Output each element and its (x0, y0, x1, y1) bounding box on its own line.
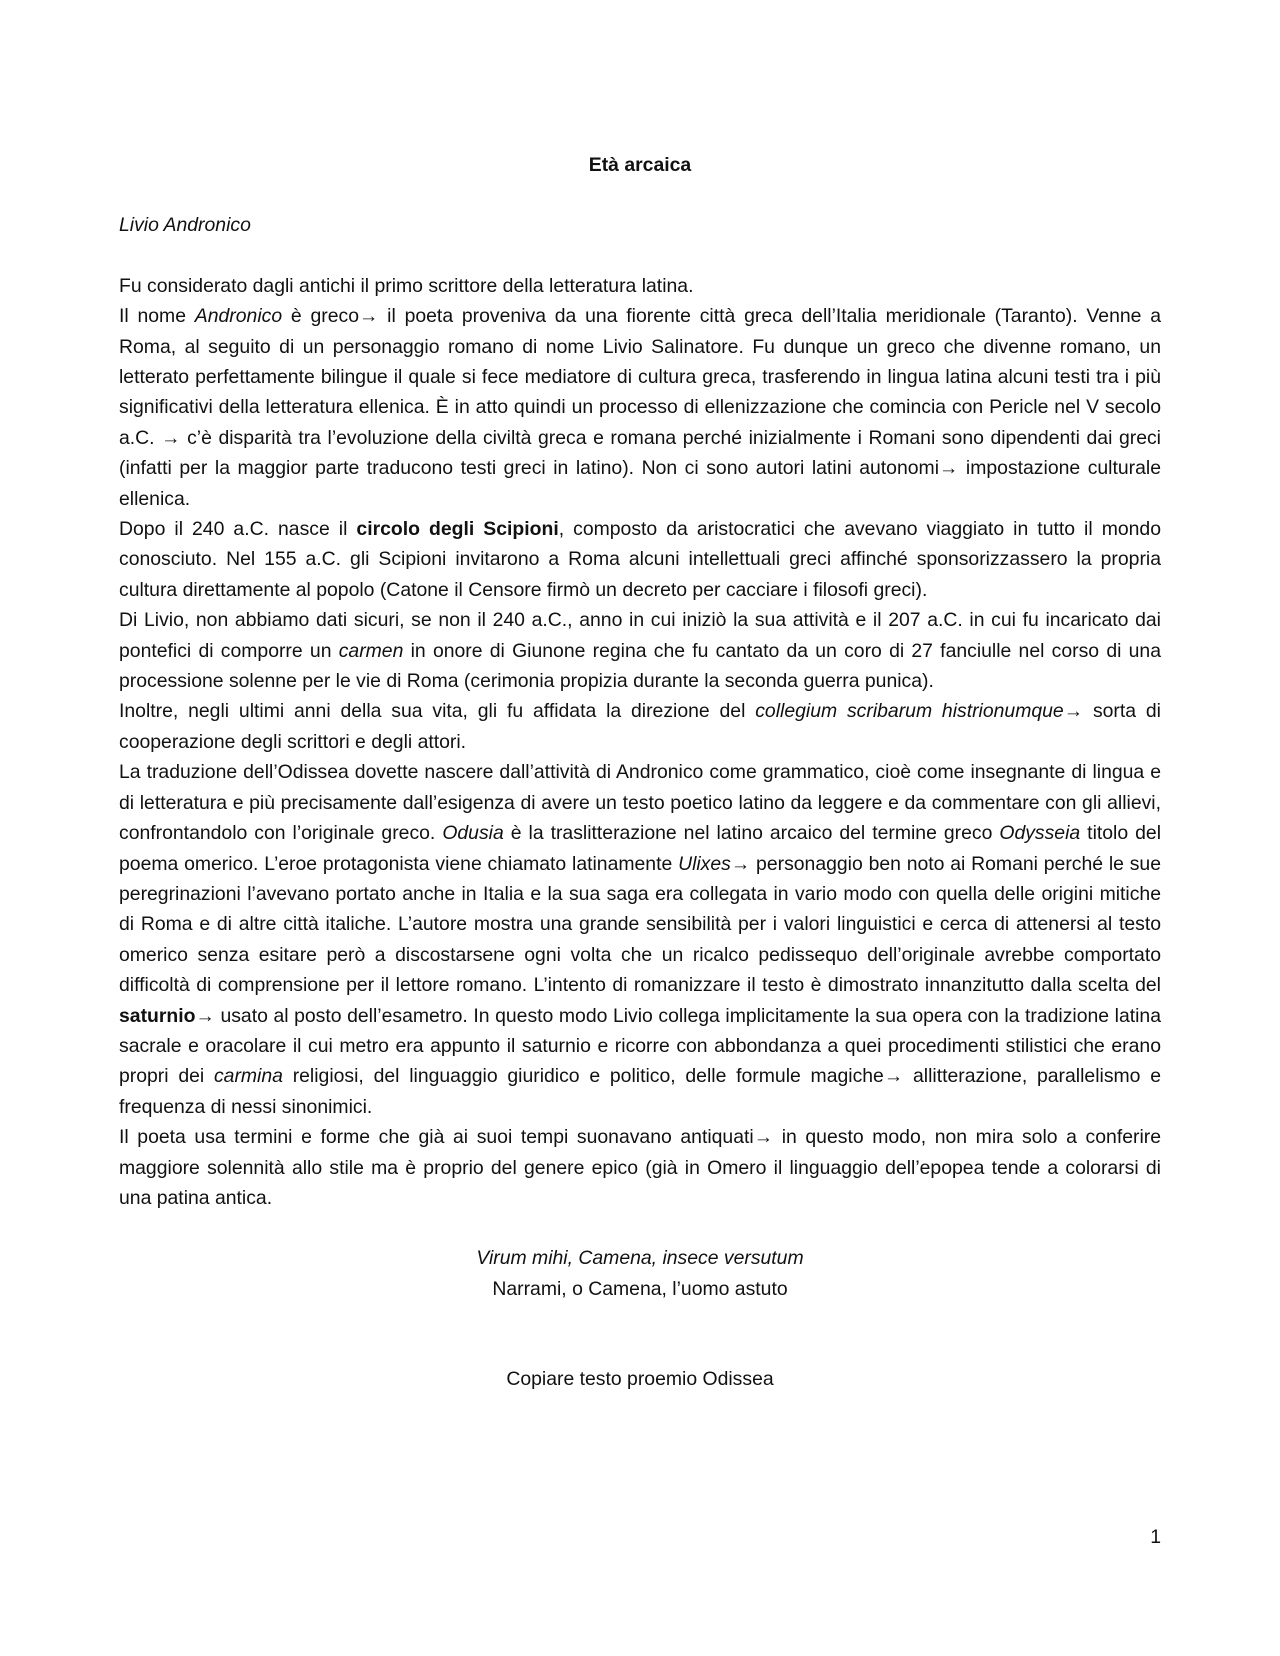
text-run: , composto da aristocratici che avevano viaggiato in tutto il mondo conosciuto. Nel 155 a.C. gli Scipioni invitarono a Roma alcuni intellettuali greci affinché sponsorizzassero la propria cultura direttamente al popolo (Catone il Censore firmò un decreto per cacciare i filosofi greci). (119, 518, 1161, 601)
italic-text: Ulixes (678, 852, 731, 875)
italic-text: collegium scribarum histrionumque (755, 700, 1064, 723)
text-run: Dopo il 240 a.C. nasce il (119, 518, 357, 541)
italic-text: Odysseia (999, 822, 1081, 845)
text-run: religiosi, del linguaggio giuridico e politico, delle formule magiche→ allitterazione, parallelismo e frequenza di nessi sinonimici. (119, 1065, 1161, 1118)
paragraph (119, 605, 1161, 696)
text-run: La traduzione dell’Odissea dovette nascere dall’attività di Andronico come grammatico, cioè come insegnante di lingua e di letteratura e più precisamente dall’esigenza di avere un testo poetico latino da leggere e da commentare con gli allievi, confrontandolo con l’originale greco. (119, 761, 1161, 845)
text-run: Fu considerato dagli antichi il primo scrittore della letteratura latina. (119, 274, 694, 297)
italian-translation: Narrami, o Camena, l’uomo astuto (492, 1277, 788, 1300)
text-run: Di Livio, non abbiamo dati sicuri, se non il 240 a.C., anno in cui iniziò la sua attività e il 207 a.C. in cui fu incaricato dai pontefici di comporre un (119, 609, 1161, 662)
latin-quote: Virum mihi, Camena, insece versutum (476, 1247, 804, 1270)
text-run: è la traslitterazione nel latino arcaico del termine greco (503, 822, 1000, 845)
italic-text: carmina (213, 1065, 283, 1088)
text-run: → personaggio ben noto ai Romani perché le sue peregrinazioni l’avevano portato anche in Italia e la sua saga era collegata in vario modo con quella delle origini mitiche di Roma e di altre città italiche. L’autore mostra una grande sensibilità per i valori linguistici e cerca di attenersi al testo omerico senza esitare però a discostarsene ogni volta che un ricalco pedissequo dell’originale avrebbe comportato difficoltà di comprensione per il lettore romano. L’intento di romanizzare il testo è dimostrato innanzitutto dalla scelta del (119, 852, 1161, 997)
text-run: in onore di Giunone regina che fu cantato da un coro di 27 fanciulle nel corso di una processione solenne per le vie di Roma (cerimonia propizia durante la seconda guerra punica). (119, 639, 1161, 693)
quote-block (119, 1243, 1161, 1304)
paragraph (119, 301, 1161, 514)
italic-text: Andronico (194, 305, 283, 328)
italic-text: carmen (338, 639, 404, 662)
text-run: Il nome (119, 305, 195, 328)
text-run: → sorta di cooperazione degli scrittori e degli attori. (119, 700, 1161, 753)
bold-text: saturnio (119, 1004, 196, 1027)
text-run: titolo del poema omerico. L’eroe protagonista viene chiamato latinamente (119, 822, 1162, 875)
paragraph (119, 1122, 1161, 1213)
page-number: 1 (1150, 1526, 1161, 1548)
paragraph (119, 696, 1161, 757)
page-title: Età arcaica (588, 154, 692, 176)
bold-text: circolo degli Scipioni (356, 518, 559, 541)
paragraph (119, 757, 1161, 1122)
document-body (119, 150, 1161, 1395)
paragraph (119, 271, 1161, 301)
text-run: → usato al posto dell’esametro. In questo modo Livio collega implicitamente la sua opera con la tradizione latina sacrale e oracolare il cui metro era appunto il saturnio e ricorre con abbondanza a quei procedimenti stilistici che erano propri dei (119, 1004, 1161, 1088)
italic-text: Odusia (442, 822, 504, 845)
author-heading: Livio Andronico (119, 214, 251, 237)
text-run: è greco→ il poeta proveniva da una fiorente città greca dell’Italia meridionale (Taranto). Venne a Roma, al seguito di un personaggio romano di nome Livio Salinatore. Fu dunque un greco che divenne romano, un letterato perfettamente bilingue il quale si fece mediatore di cultura greca, trasferendo in lingua latina alcuni testi tra i più significativi della letteratura ellenica. È in atto quindi un processo di ellenizzazione che comincia con Pericle nel V secolo a.C. → c’è disparità tra l’evoluzione della civiltà greca e romana perché inizialmente i Romani sono dipendenti dai greci (infatti per la maggior parte traducono testi greci in latino). Non ci sono autori latini autonomi→ impostazione culturale ellenica. (119, 305, 1161, 510)
text-run: Il poeta usa termini e forme che già ai suoi tempi suonavano antiquati→ in questo modo, non mira solo a conferire maggiore solennità allo stile ma è proprio del genere epico (già in Omero il linguaggio dell’epopea tende a colorarsi di una patina antica. (119, 1126, 1161, 1209)
paragraph-list (119, 271, 1161, 1214)
instruction-note: Copiare testo proemio Odissea (506, 1368, 774, 1391)
text-run: Inoltre, negli ultimi anni della sua vita, gli fu affidata la direzione del (119, 700, 756, 723)
paragraph (119, 514, 1161, 605)
